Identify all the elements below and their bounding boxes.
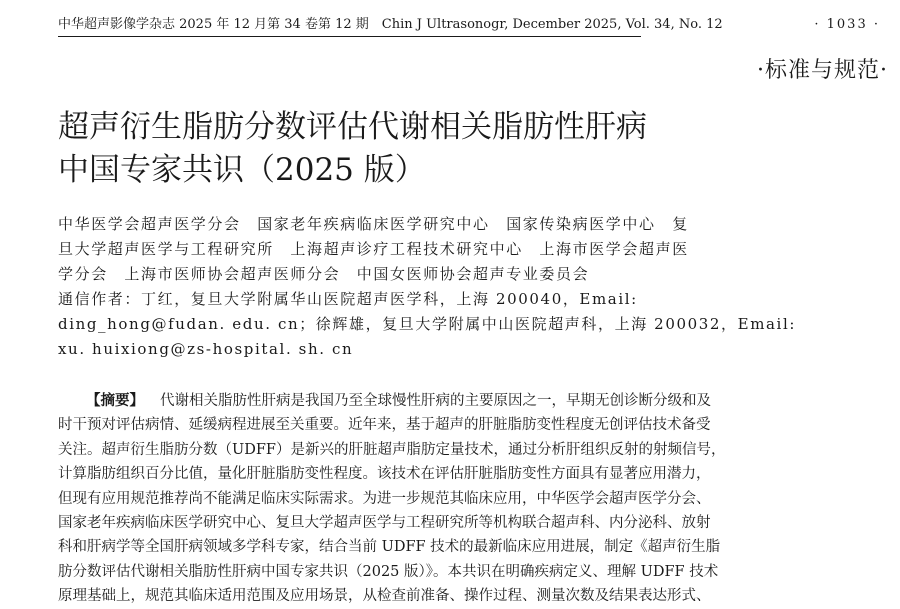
abstract-line: 原理基础上，规范其临床适用范围及应用场景，从检查前准备、操作过程、测量次数及结果表达形式、 <box>58 588 711 605</box>
abstract-line: 科和肝病学等全国肝病领域多学科专家，结合当前 UDFF 技术的最新临床应用进展，制定《超声衍生脂 <box>58 539 721 556</box>
author-line: 学分会 上海市医师协会超声医师分会 中国女医师协会超声专业委员会 <box>58 265 590 283</box>
author-line: 中华医学会超声医学分会 国家老年疾病临床医学研究中心 国家传染病医学中心 复 <box>58 215 689 233</box>
author-affiliations <box>58 212 797 362</box>
abstract-line: 国家老年疾病临床医学研究中心、复旦大学超声医学与工程研究所等机构联合超声科、内分泌科、放射 <box>58 515 711 532</box>
header-rule <box>58 36 641 37</box>
author-line: 旦大学超声医学与工程研究所 上海超声诊疗工程技术研究中心 上海市医学会超声医 <box>58 240 689 258</box>
title-line: 中国专家共识（2025 版） <box>58 152 426 188</box>
abstract-line: 肪分数评估代谢相关脂肪性肝病中国专家共识（2025 版）》。本共识在明确疾病定义、理解 UDFF 技术 <box>58 563 719 580</box>
abstract-line: 但现有应用规范推荐尚不能满足临床实际需求。为进一步规范其临床应用，中华医学会超声医学分会、 <box>58 490 711 507</box>
correspondence-line: xu. huixiong@zs-hospital. sh. cn <box>58 340 354 358</box>
correspondence-line: ding_hong@fudan. edu. cn；徐辉雄，复旦大学附属中山医院超声科，上海 200032，Email: <box>58 315 797 333</box>
section-tag: ·标准与规范· <box>757 58 888 83</box>
title-line: 超声衍生脂肪分数评估代谢相关脂肪性肝病 <box>58 109 647 145</box>
abstract-first-line: 代谢相关脂肪性肝病是我国乃至全球慢性肝病的主要原因之一，早期无创诊断分级和及 <box>160 393 711 409</box>
abstract-label: 【摘要】 <box>86 392 144 409</box>
abstract-line <box>58 389 741 413</box>
abstract-line: 关注。超声衍生脂肪分数（UDFF）是新兴的肝脏超声脂肪定量技术，通过分析肝组织反射的射频信号， <box>58 441 726 458</box>
article-title <box>58 106 758 192</box>
running-head <box>58 14 888 36</box>
abstract <box>58 389 741 609</box>
journal-citation: 中华超声影像学杂志 2025 年 12 月第 34 卷第 12 期 Chin J Ultrasonogr, December 2025, Vol. 34, No. 12 <box>58 17 723 32</box>
page-number: · 1033 · <box>814 17 880 32</box>
abstract-line: 计算脂肪组织百分比值，量化肝脏脂肪变性程度。该技术在评估肝脏脂肪变性方面具有显著应用潜力， <box>58 466 711 483</box>
abstract-line: 时干预对评估病情、延缓病程进展至关重要。近年来，基于超声的肝脏脂肪变性程度无创评估技术备受 <box>58 417 711 434</box>
correspondence-line: 通信作者：丁红，复旦大学附属华山医院超声医学科，上海 200040，Email: <box>58 290 638 308</box>
